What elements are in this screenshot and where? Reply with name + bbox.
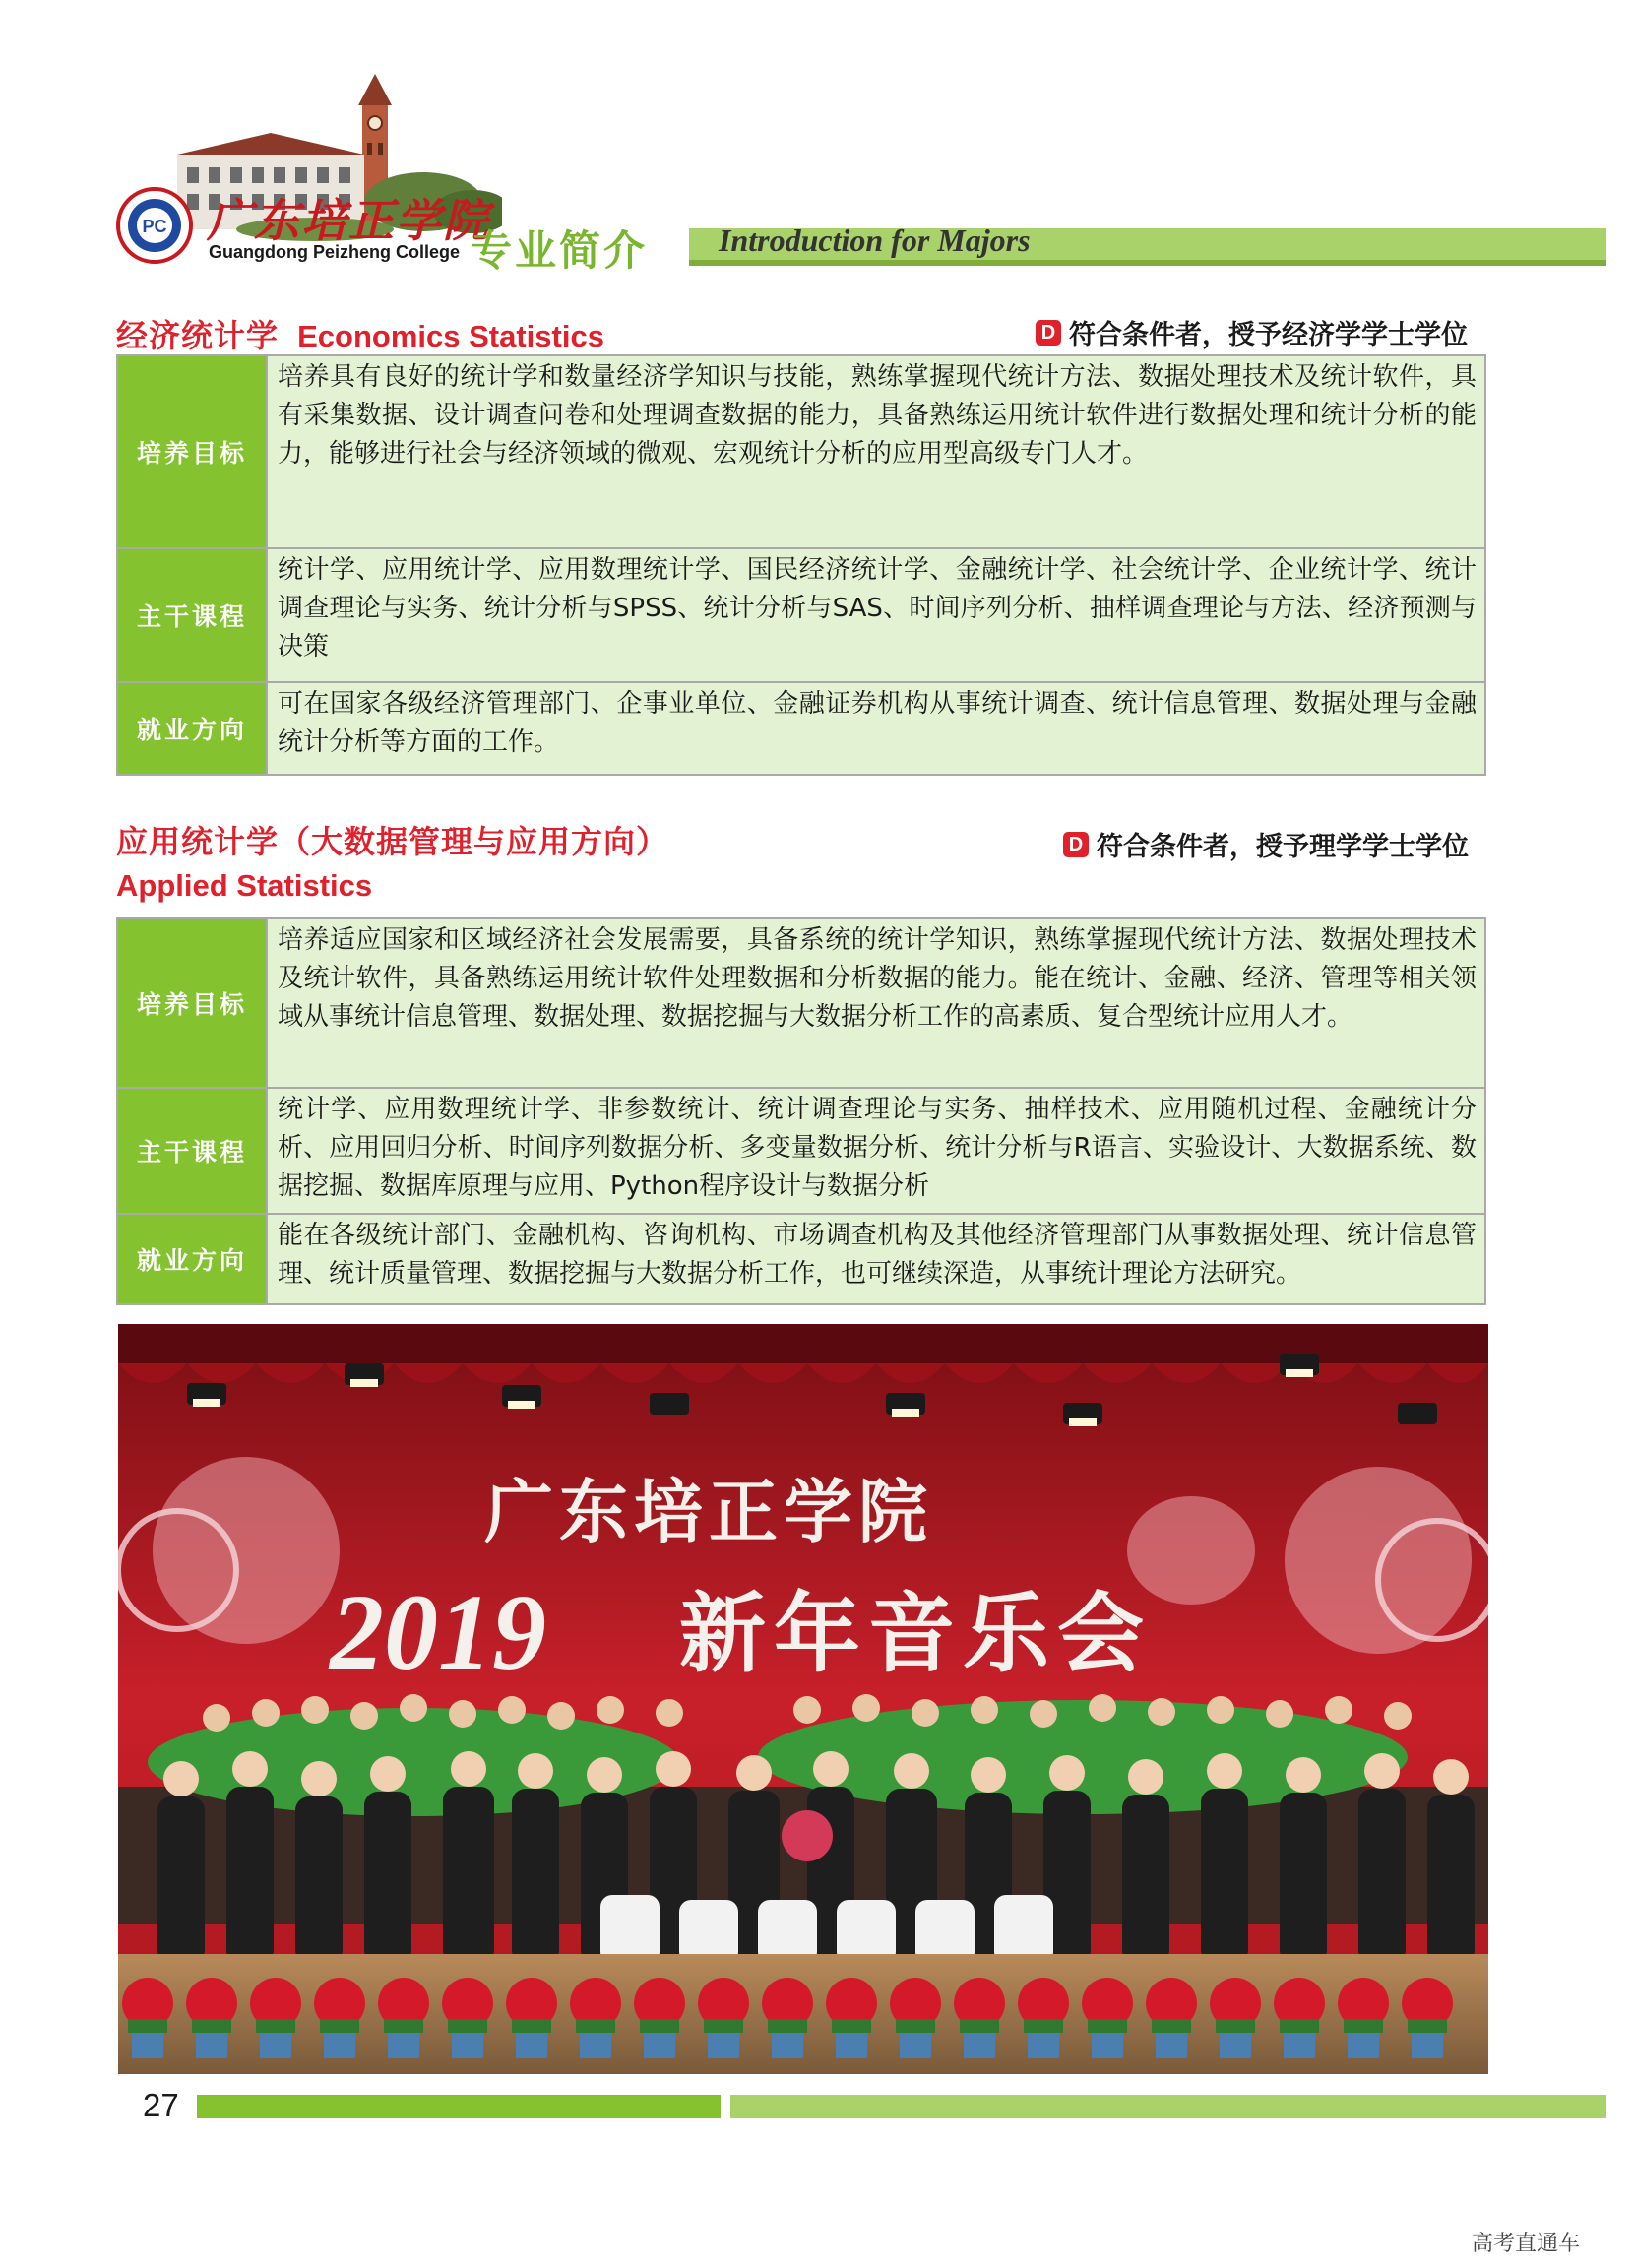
page-header xyxy=(0,0,1635,276)
footer-bar-left xyxy=(197,2095,721,2118)
section-1-title-cn: 经济统计学 xyxy=(116,317,280,354)
new-year-concert-photo xyxy=(118,1324,1488,2074)
banner-event-title: 新年音乐会 xyxy=(678,1583,1153,1684)
section-2-heading xyxy=(116,817,668,904)
row-text: 统计学、应用数理统计学、非参数统计、统计调查理论与实务、抽样技术、应用随机过程、金融统计分析、应用回归分析、时间序列数据分析、多变量数据分析、统计分析与R语言、实验设计、大数据系统、数据挖掘、数据库原理与应用、Python程序设计与数据分析 xyxy=(268,1089,1484,1213)
table-row xyxy=(118,549,1484,683)
table-row xyxy=(118,1215,1484,1303)
college-seal-logo xyxy=(116,187,193,264)
section-1-degree xyxy=(1036,313,1468,351)
degree-d-icon: D xyxy=(1063,832,1089,857)
row-label: 培养目标 xyxy=(118,919,268,1087)
section-2-degree-text: 符合条件者，授予理学学士学位 xyxy=(1097,832,1469,862)
section-2-title-cn: 应用统计学（大数据管理与应用方向） xyxy=(116,823,669,860)
table-row xyxy=(118,919,1484,1089)
section-2-title-en: Applied Statistics xyxy=(116,868,373,903)
row-text: 可在国家各级经济管理部门、企事业单位、金融证券机构从事统计调查、统计信息管理、数据处理与金融统计分析等方面的工作。 xyxy=(268,683,1484,774)
banner-college-name: 广东培正学院 xyxy=(484,1472,933,1552)
section-1-title-en: Economics Statistics xyxy=(297,319,604,353)
banner-year: 2019 xyxy=(330,1572,546,1692)
concert-photo-illustration xyxy=(118,1324,1488,2074)
table-row xyxy=(118,683,1484,774)
row-text: 统计学、应用统计学、应用数理统计学、国民经济统计学、金融统计学、社会统计学、企业统计学、统计调查理论与实务、统计分析与SPSS、统计分析与SAS、时间序列分析、抽样调查理论与方法、经济预测与决策 xyxy=(268,549,1484,681)
row-label: 培养目标 xyxy=(118,356,268,547)
section-1-degree-text: 符合条件者，授予经济学学士学位 xyxy=(1069,320,1468,350)
section-1-heading xyxy=(116,311,604,356)
degree-d-icon: D xyxy=(1036,320,1061,346)
row-text: 培养具有良好的统计学和数量经济学知识与技能，熟练掌握现代统计方法、数据处理技术及统计软件，具有采集数据、设计调查问卷和处理调查数据的能力，具备熟练运用统计软件进行数据处理和统计分析的能力，能够进行社会与经济领域的微观、宏观统计分析的应用型高级专门人才。 xyxy=(268,356,1484,547)
row-label: 主干课程 xyxy=(118,549,268,681)
footer-bar-right xyxy=(730,2095,1606,2118)
college-name-en: Guangdong Peizheng College xyxy=(209,242,461,262)
section-1-table xyxy=(116,354,1486,776)
row-label: 就业方向 xyxy=(118,683,268,774)
row-label: 主干课程 xyxy=(118,1089,268,1213)
section-2-degree xyxy=(1063,825,1469,863)
header-title-cn: 专业简介 xyxy=(471,226,649,275)
watermark: 高考直通车 xyxy=(1472,2232,1581,2256)
header-bar-underline xyxy=(689,260,1606,266)
section-2-table xyxy=(116,917,1486,1305)
header-title-en: Introduction for Majors xyxy=(719,222,1031,258)
row-label: 就业方向 xyxy=(118,1215,268,1303)
svg-text:PC: PC xyxy=(142,217,167,236)
table-row xyxy=(118,1089,1484,1215)
row-text: 培养适应国家和区域经济社会发展需要，具备系统的统计学知识，熟练掌握现代统计方法、数据处理技术及统计软件，具备熟练运用统计软件处理数据和分析数据的能力。能在统计、金融、经济、管理等相关领域从事统计信息管理、数据处理、数据挖掘与大数据分析工作的高素质、复合型统计应用人才。 xyxy=(268,919,1484,1087)
page-number: 27 xyxy=(143,2087,179,2123)
college-name-cn: 广东培正学院 xyxy=(207,194,490,247)
row-text: 能在各级统计部门、金融机构、咨询机构、市场调查机构及其他经济管理部门从事数据处理、统计信息管理、统计质量管理、数据挖掘与大数据分析工作，也可继续深造，从事统计理论方法研究。 xyxy=(268,1215,1484,1303)
table-row xyxy=(118,356,1484,549)
